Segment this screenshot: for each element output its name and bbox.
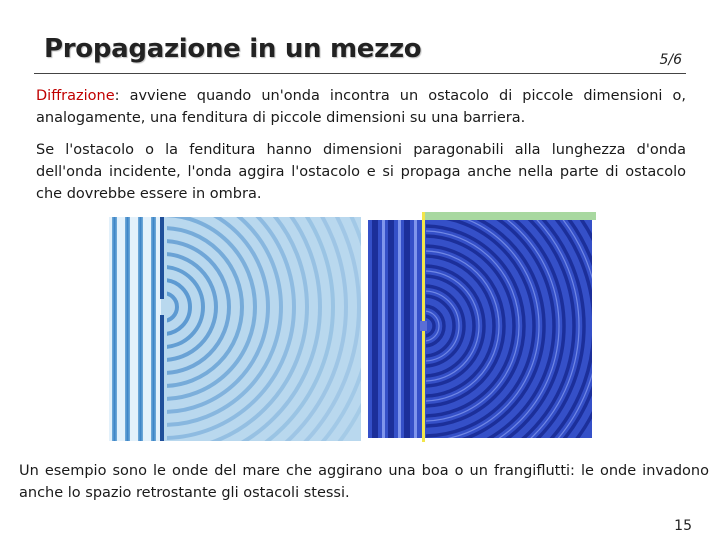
diffraction-term: Diffrazione: [36, 88, 115, 104]
page-counter: 5/6: [659, 52, 682, 68]
diffraction-definition: [36, 85, 686, 129]
definition-text: : avviene quando un'onda incontra un ostacolo di piccole dimensioni o, analogamente, una fenditura di piccole dimensioni su una barriera.: [36, 88, 686, 126]
obstacle-diffraction-image: [364, 212, 596, 442]
slide-title: Propagazione in un mezzo: [44, 34, 422, 64]
diffraction-explanation: Se l'ostacolo o la fenditura hanno dimensioni paragonabili alla lunghezza d'onda dell'onda incidente, l'onda aggira l'ostacolo e si propaga anche nella parte di ostacolo che dovrebbe essere in ombra.: [36, 142, 686, 202]
sea-waves-example: Un esempio sono le onde del mare che aggirano una boa o un frangiflutti: le onde invadono anche lo spazio retrostante gli ostacoli stessi.: [19, 463, 709, 501]
title-divider: [34, 73, 686, 74]
slit-diffraction-image: [109, 217, 361, 441]
slide-number: 15: [674, 518, 692, 534]
